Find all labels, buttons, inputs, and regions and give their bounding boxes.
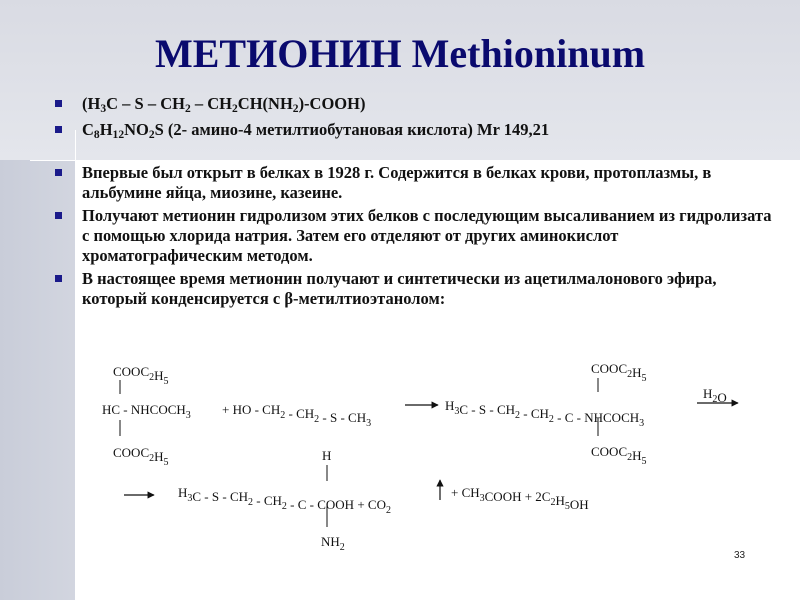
bullet-text: Получают метионин гидролизом этих белков с последующим высаливанием из гидролизата с помощью хлорида натрия. Затем его отделяют от других аминокислот хроматографическим методом. bbox=[82, 206, 772, 265]
reagent-label: $H_2O$ bbox=[703, 386, 727, 405]
product-top-group: $COOC_2H_5$ bbox=[591, 361, 647, 384]
reactant-top-group: $COOC_2H_5$ bbox=[113, 364, 169, 387]
methionine-main-chain: $H_3C$ - S - $CH_2 - CH_2$ - C - COOH + $CO_2$ bbox=[178, 485, 391, 516]
reactant-main-chain: HC - $NHCOCH_3$ bbox=[102, 402, 191, 421]
product-main-chain: $H_3C$ - S - $CH_2 - CH_2$ - C - $NHCOCH_3$ bbox=[445, 398, 645, 429]
page-number: 33 bbox=[734, 550, 746, 561]
methionine-h-atom: H bbox=[322, 448, 332, 463]
product-bottom-group: $COOC_2H_5$ bbox=[591, 444, 647, 467]
byproducts: + $CH_3COOH + 2C_2H_5OH$ bbox=[451, 485, 589, 512]
reactant-bottom-group: $COOC_2H_5$ bbox=[113, 445, 169, 468]
slide-title: МЕТИОНИН Methioninum bbox=[154, 31, 646, 76]
bullet-text: ($H_3C$ – S – $CH_2$ – $CH_2CH(NH_2)-COOH$) bbox=[82, 94, 366, 115]
methionine-amino-group: $NH_2$ bbox=[321, 534, 345, 553]
bullet-text: В настоящее время метионин получают и синтетически из ацетилмалонового эфира, который конденсируется с β-метилтиоэтанолом: bbox=[82, 269, 717, 308]
reactant-thioethanol: + HO - $CH_2 - CH_2$ - S - $CH_3$ bbox=[222, 402, 372, 429]
bullet-text: $C_8H_{12}NO_2S$ (2- амино-4 метилтиобутановая кислота) Mr 149,21 bbox=[82, 120, 550, 141]
bullet-text: Впервые был открыт в белках в 1928 г. Содержится в белках крови, протоплазмы, в альбумине яйца, миозине, казеине. bbox=[82, 163, 712, 202]
